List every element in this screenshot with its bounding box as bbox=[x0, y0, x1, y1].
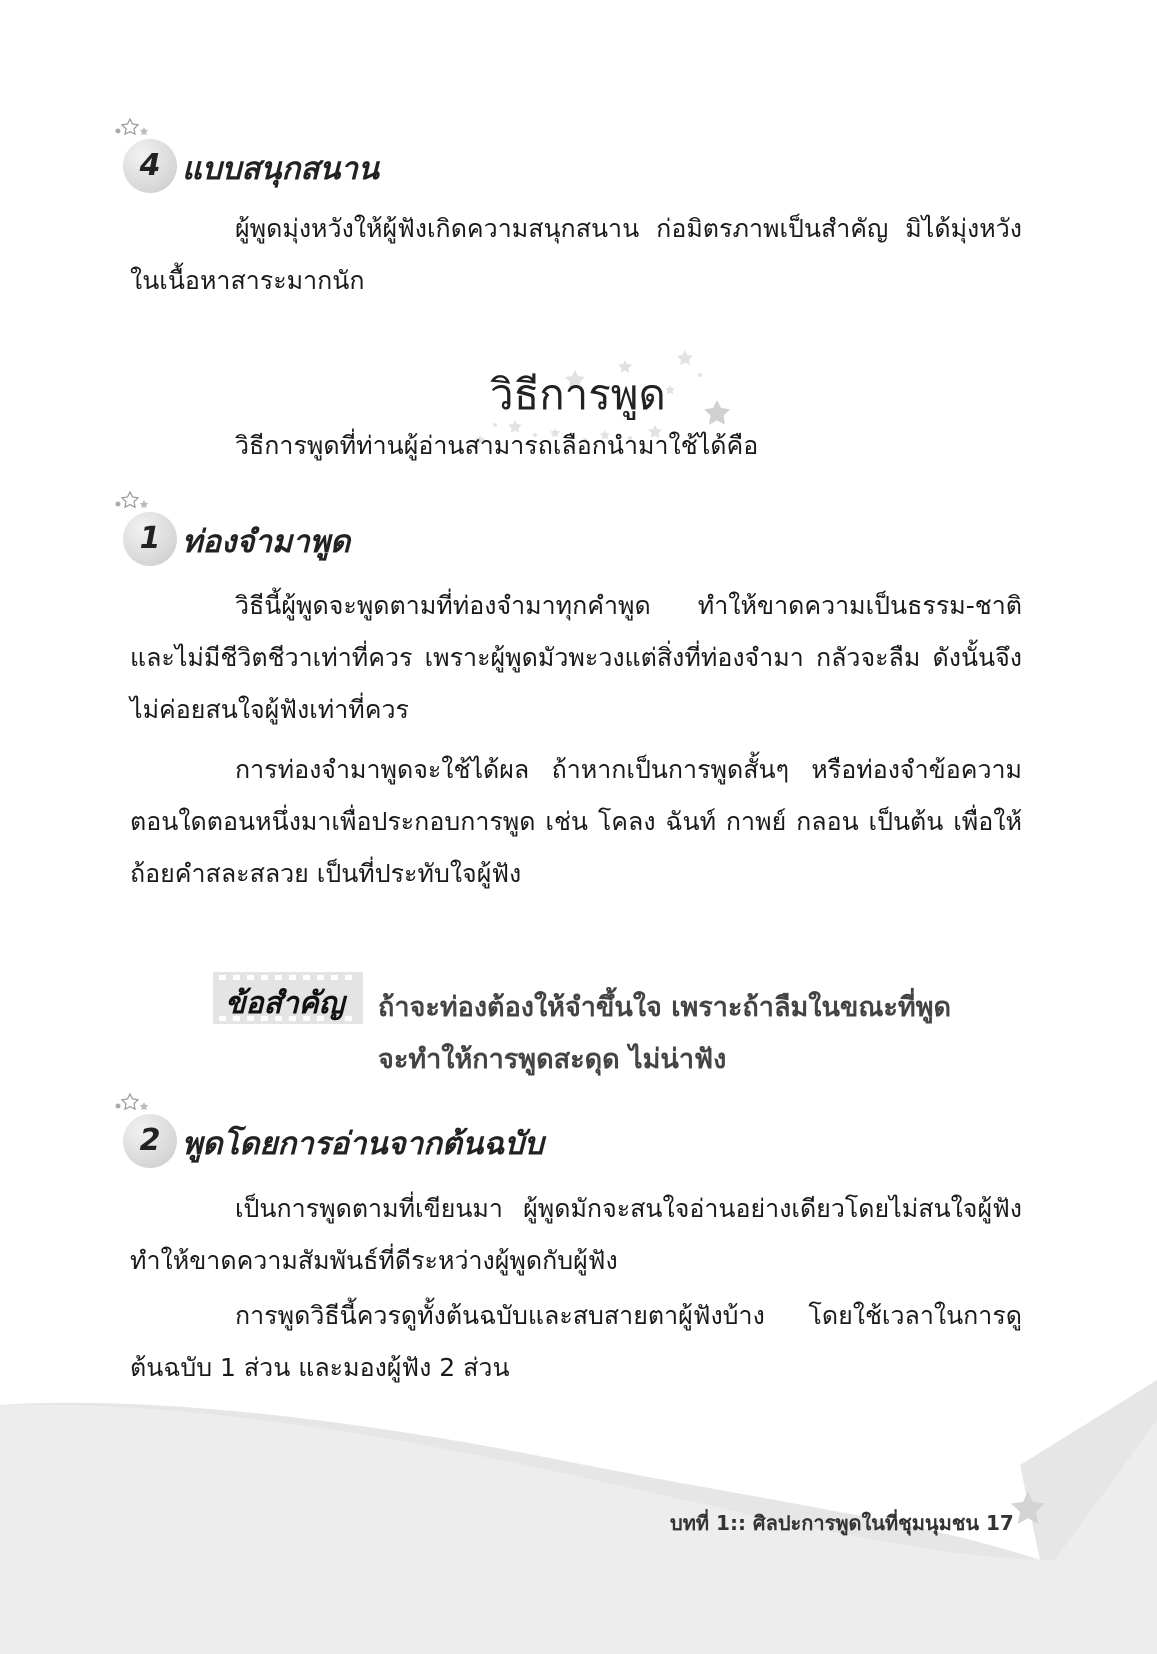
paragraph-methods-intro: วิธีการพูดที่ท่านผู้อ่านสามารถเลือกนำมาใช้ได้คือ bbox=[235, 431, 759, 460]
section-number-badge bbox=[123, 1114, 177, 1168]
section-number: 1 bbox=[139, 521, 161, 556]
section-heading-2 bbox=[112, 1090, 812, 1170]
page-footer bbox=[670, 1507, 1014, 1539]
section-heading-1 bbox=[112, 488, 812, 568]
section-number: 4 bbox=[139, 148, 161, 183]
section-title: พูดโดยการอ่านจากต้นฉบับ bbox=[182, 1126, 544, 1162]
page-number: 17 bbox=[986, 1511, 1014, 1535]
note-line-2: จะทำให้การพูดสะดุด ไม่น่าฟัง bbox=[378, 1044, 727, 1075]
main-heading-title: วิธีการพูด bbox=[490, 371, 666, 418]
section-number-badge bbox=[123, 512, 177, 566]
paragraph-memorize-2: การท่องจำมาพูดจะใช้ได้ผล ถ้าหากเป็นการพูดสั้นๆ หรือท่องจำข้อความตอนใดตอนหนึ่งมาเพื่อประกอบการพูด เช่น โคลง ฉันท์ กาพย์ กลอน เป็นต้น เพื่อให้ถ้อยคำสละสลวย เป็นที่ประทับใจผู้ฟัง bbox=[130, 755, 1022, 888]
section-title: แบบสนุกสนาน bbox=[182, 151, 379, 187]
paragraph-memorize-1: วิธีนี้ผู้พูดจะพูดตามที่ท่องจำมาทุกคำพูด ทำให้ขาดความเป็นธรรม-ชาติและไม่มีชีวิตชีวาเท่าที่ควร เพราะผู้พูดมัวพะวงแต่สิ่งที่ท่องจำมา กลัวจะลืม ดังนั้นจึงไม่ค่อยสนใจผู้ฟังเท่าที่ควร bbox=[130, 591, 1022, 724]
paragraph-reading-2: การพูดวิธีนี้ควรดูทั้งต้นฉบับและสบสายตาผู้ฟังบ้าง โดยใช้เวลาในการดูต้นฉบับ 1 ส่วน และมองผู้ฟัง 2 ส่วน bbox=[130, 1301, 1022, 1382]
paragraph-fun: ผู้พูดมุ่งหวังให้ผู้ฟังเกิดความสนุกสนาน ก่อมิตรภาพเป็นสำคัญ มิได้มุ่งหวังในเนื้อหาสาระมากนัก bbox=[130, 214, 1022, 295]
note-tag-label: ข้อสำคัญ bbox=[225, 986, 345, 1021]
section-number-badge bbox=[123, 139, 177, 193]
note-line-1: ถ้าจะท่องต้องให้จำขึ้นใจ เพราะถ้าลืมในขณะที่พูด bbox=[378, 992, 952, 1023]
paragraph-reading-1: เป็นการพูดตามที่เขียนมา ผู้พูดมักจะสนใจอ่านอย่างเดียวโดยไม่สนใจผู้ฟัง ทำให้ขาดความสัมพันธ์ที่ดีระหว่างผู้พูดกับผู้ฟัง bbox=[130, 1194, 1022, 1275]
footer-chapter: บทที่ 1:: ศิลปะการพูดในที่ชุมนุมชน bbox=[670, 1511, 980, 1535]
section-heading-4 bbox=[112, 115, 812, 195]
section-title: ท่องจำมาพูด bbox=[182, 524, 351, 560]
star-icon bbox=[1008, 1489, 1048, 1529]
important-note bbox=[213, 968, 993, 1088]
note-text bbox=[378, 982, 978, 1086]
section-number: 2 bbox=[139, 1123, 161, 1158]
